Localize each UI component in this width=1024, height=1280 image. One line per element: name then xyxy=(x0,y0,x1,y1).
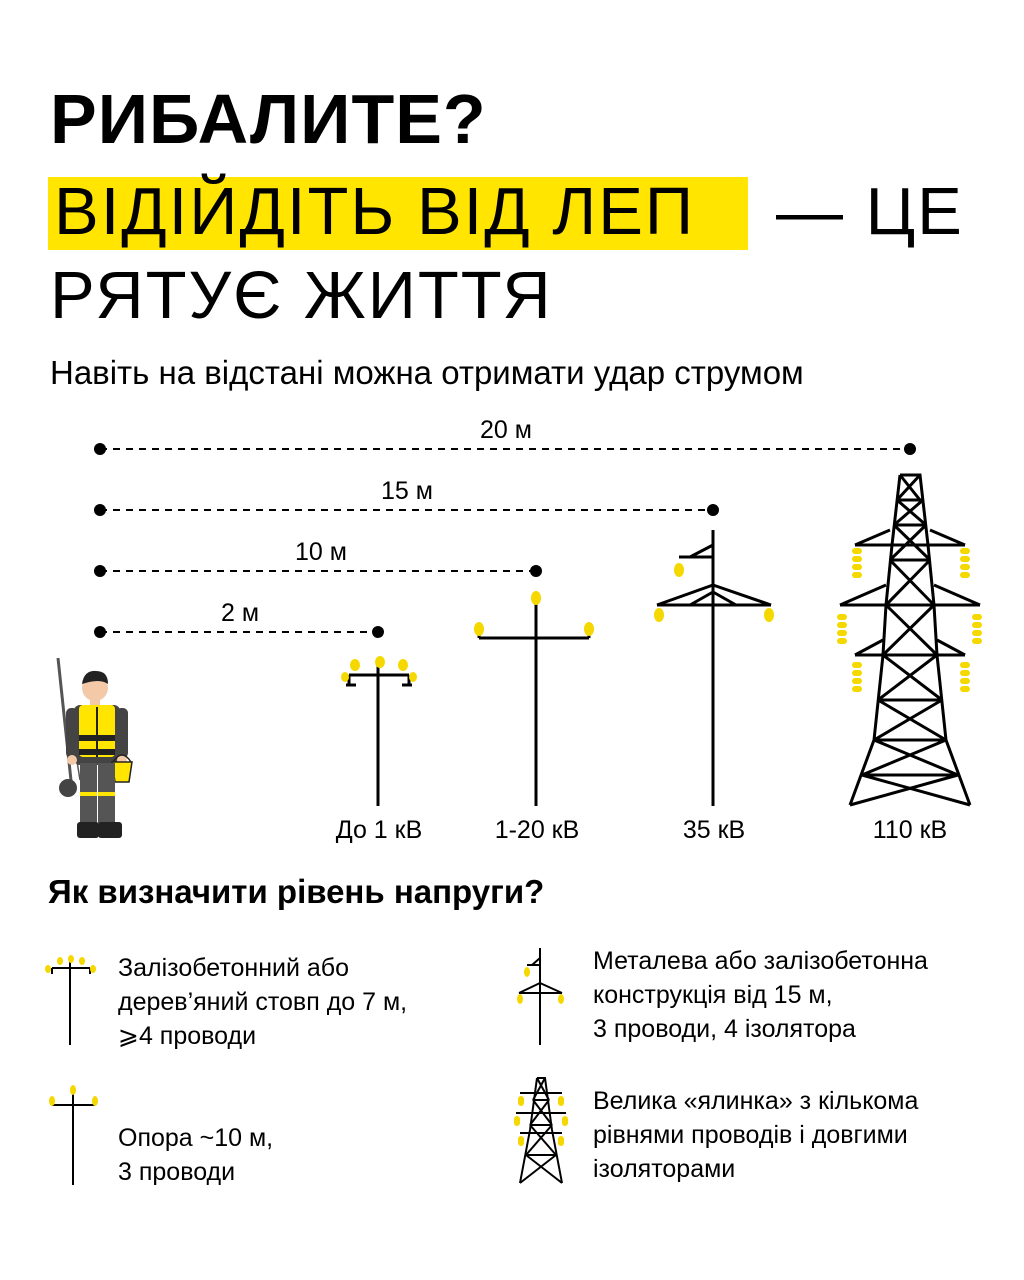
voltage-label-1kv: До 1 кВ xyxy=(335,816,423,844)
distance-label-10: 10 м xyxy=(295,538,347,566)
legend-item-1-line: дерев’яний стовп до 7 м, xyxy=(118,988,408,1016)
headline-highlight: ВІДІЙДІТЬ ВІД ЛЕП xyxy=(54,174,696,249)
section-title: Як визначити рівень напруги? xyxy=(48,873,545,910)
tower-110kv-icon xyxy=(840,475,980,805)
headline-line3: РЯТУЄ ЖИТТЯ xyxy=(50,258,553,333)
pole-20kv-icon xyxy=(474,591,594,806)
legend-icon-pole-20kv xyxy=(52,1090,95,1185)
distance-label-20: 20 м xyxy=(480,416,532,444)
legend-item-3-line: Металева або залізобетонна xyxy=(593,947,928,975)
legend-item-3-line: 3 проводи, 4 ізолятора xyxy=(593,1015,856,1043)
legend-item-1-line: Залізобетонний або xyxy=(118,954,350,982)
title: РИБАЛИТЕ? xyxy=(50,80,487,158)
legend-item-4 xyxy=(593,1084,918,1186)
pole-1kv-icon xyxy=(341,656,417,806)
legend-icon-pole-1kv xyxy=(52,962,90,1045)
legend-item-2 xyxy=(118,1121,273,1189)
pole-35kv-icon xyxy=(657,530,771,806)
legend-item-4-line: рівнями проводів і довгими xyxy=(593,1121,908,1149)
legend-item-3-line: конструкція від 15 м, xyxy=(593,981,833,1009)
distance-label-15: 15 м xyxy=(381,477,433,505)
legend-item-1-line: ⩾4 проводи xyxy=(118,1022,257,1050)
legend-icon-pole-35kv xyxy=(519,948,562,1045)
legend-item-4-line: Велика «ялинка» з кількома xyxy=(593,1087,919,1115)
voltage-label-35kv: 35 кВ xyxy=(682,816,746,844)
legend-item-4-line: ізоляторами xyxy=(593,1155,736,1183)
legend-item-1 xyxy=(118,951,407,1053)
legend-icon-tower-110kv xyxy=(516,1078,566,1183)
voltage-label-20kv: 1-20 кВ xyxy=(494,816,580,844)
distance-label-2: 2 м xyxy=(220,599,260,627)
legend-item-3 xyxy=(593,944,928,1046)
legend-item-2-line: Опора ~10 м, xyxy=(118,1124,274,1152)
fisherman-icon xyxy=(58,658,132,838)
subtitle: Навіть на відстані можна отримати удар струмом xyxy=(50,354,804,391)
tower-insulators xyxy=(837,548,982,692)
legend-item-2-line: 3 проводи xyxy=(118,1158,236,1186)
headline-rest: — ЦЕ xyxy=(776,174,964,249)
voltage-label-110kv: 110 кВ xyxy=(872,816,948,844)
